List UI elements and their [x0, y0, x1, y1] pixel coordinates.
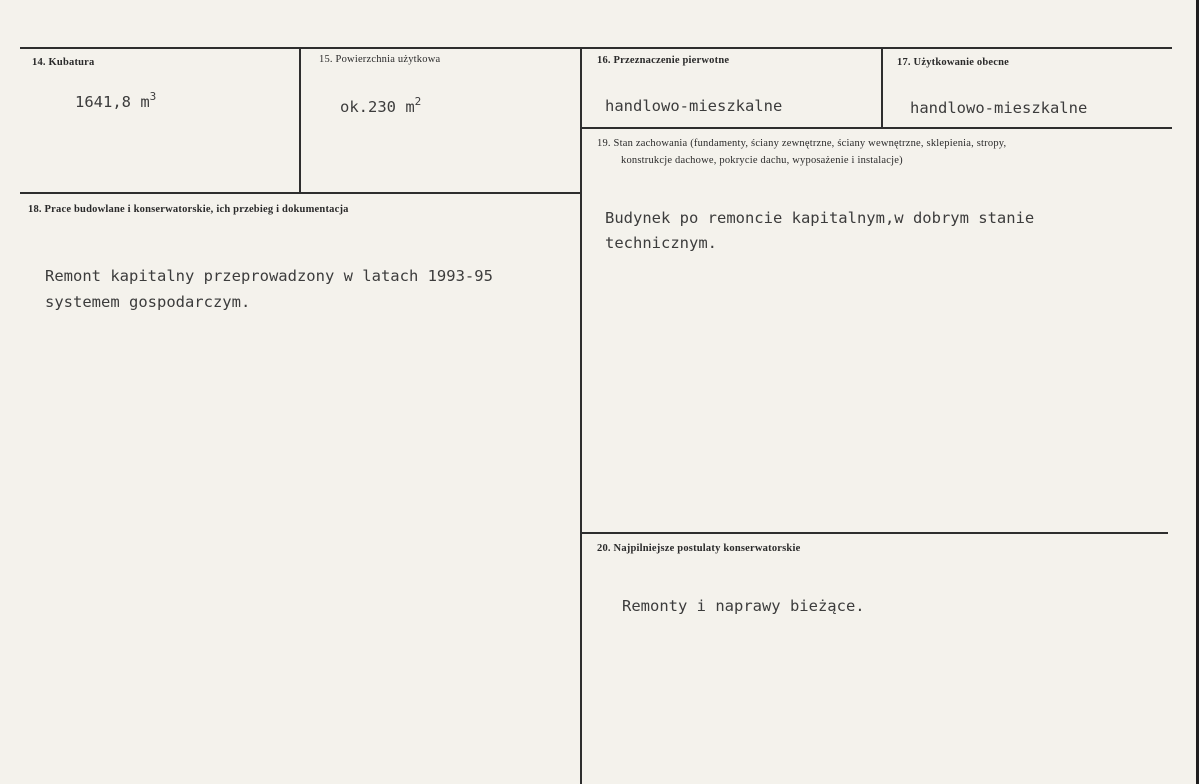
field-17-value: handlowo-mieszkalne [910, 99, 1088, 117]
field-17-label: 17. Użytkowanie obecne [897, 57, 1010, 68]
field-19-line-1: Budynek po remoncie kapitalnym,w dobrym stanie [605, 209, 1035, 227]
field-20-label: 20. Najpilniejsze postulaty konserwatorskie [597, 543, 801, 554]
volume-unit-exponent: 3 [149, 90, 157, 103]
area-unit-exponent: 2 [414, 95, 422, 108]
rule-under-16-17 [580, 127, 1172, 129]
field-16-value: handlowo-mieszkalne [605, 97, 783, 115]
field-15-label: 15. Powierzchnia użytkowa [319, 54, 441, 65]
field-16-label: 16. Przeznaczenie pierwotne [597, 55, 730, 66]
field-14-label: 14. Kubatura [32, 57, 95, 68]
area-value: ok.230 m [340, 98, 415, 116]
field-19-line-2: technicznym. [605, 234, 717, 252]
field-19-label-line-1: 19. Stan zachowania (fundamenty, ściany zewnętrzne, ściany wewnętrzne, sklepienia, stropy, [597, 138, 1007, 149]
divider-14-15 [299, 47, 301, 193]
field-14-value [75, 88, 156, 116]
field-15-value [340, 93, 421, 121]
field-18-label: 18. Prace budowlane i konserwatorskie, ich przebieg i dokumentacja [28, 204, 349, 215]
top-rule [20, 47, 1172, 49]
field-20-value: Remonty i naprawy bieżące. [622, 597, 865, 615]
volume-value: 1641,8 m [75, 93, 150, 111]
rule-under-14-15 [20, 192, 582, 194]
divider-16-17 [881, 47, 883, 129]
field-19-label-line-2: konstrukcje dachowe, pokrycie dachu, wyposażenie i instalacje) [621, 155, 903, 166]
rule-above-20 [580, 532, 1168, 534]
field-18-line-1: Remont kapitalny przeprowadzony w latach 1993-95 [45, 267, 493, 285]
field-18-line-2: systemem gospodarczym. [45, 293, 251, 311]
divider-main [580, 47, 582, 784]
